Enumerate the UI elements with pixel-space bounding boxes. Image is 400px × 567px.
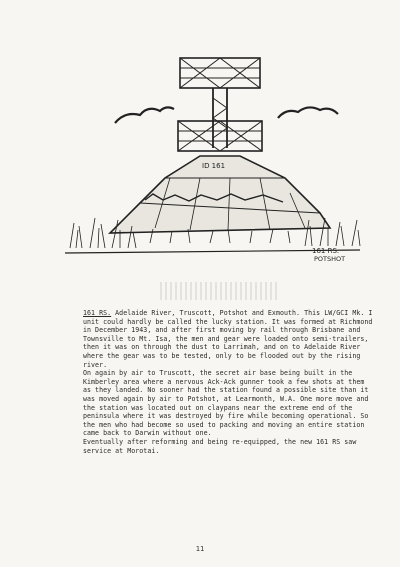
sketch-caption-line2: POTSHOT <box>314 255 346 263</box>
article-body <box>83 309 373 455</box>
page-number: 11 <box>195 545 205 553</box>
paragraph-1 <box>83 309 373 369</box>
paragraph-3: Eventually after reforming and being re-equipped, the new 161 RS saw service at Morotai. <box>83 437 357 455</box>
sketch-caption-line1: 161 RS. <box>312 247 340 255</box>
building-marking: ID 161 <box>202 162 226 170</box>
radar-station-sketch <box>50 28 375 280</box>
station-heading: 161 RS. <box>83 309 112 317</box>
paragraph-2: On again by air to Truscott, the secret air base being built in the Kimberley area where a nervous Ack-Ack gunner took a few shots at them as they landed. No sooner had the station found a possible site than it was moved again by air to Potshot, at Learmonth, W.A. One more move and the station was located out on claypans near the extreme end of the peninsula where it was destroyed by fire while becoming operational. So the men who had become so used to packing and moving an entire station came back to Darwin without one. <box>83 369 369 438</box>
lattice-mast <box>213 88 227 148</box>
paragraph-1-text: Adelaide River, Truscott, Potshot and Exmouth. This LW/GCI Mk. I unit could hardly be called the lucky station. It was formed at Richmond in December 1943, and after first moving by rail through Brisbane and Townsville to Mt. Isa, the men and gear were loaded onto semi-trailers, then it was on through the dust to Larrimah, and on to Adelaide River where the gear was to be tested, only to be flooded out by the rising river. <box>83 309 373 369</box>
upper-antenna-array <box>180 58 260 88</box>
cloud-left <box>115 107 174 123</box>
cloud-right <box>278 107 338 118</box>
bleed-through-marks <box>160 282 280 300</box>
lower-antenna-array <box>178 121 262 151</box>
